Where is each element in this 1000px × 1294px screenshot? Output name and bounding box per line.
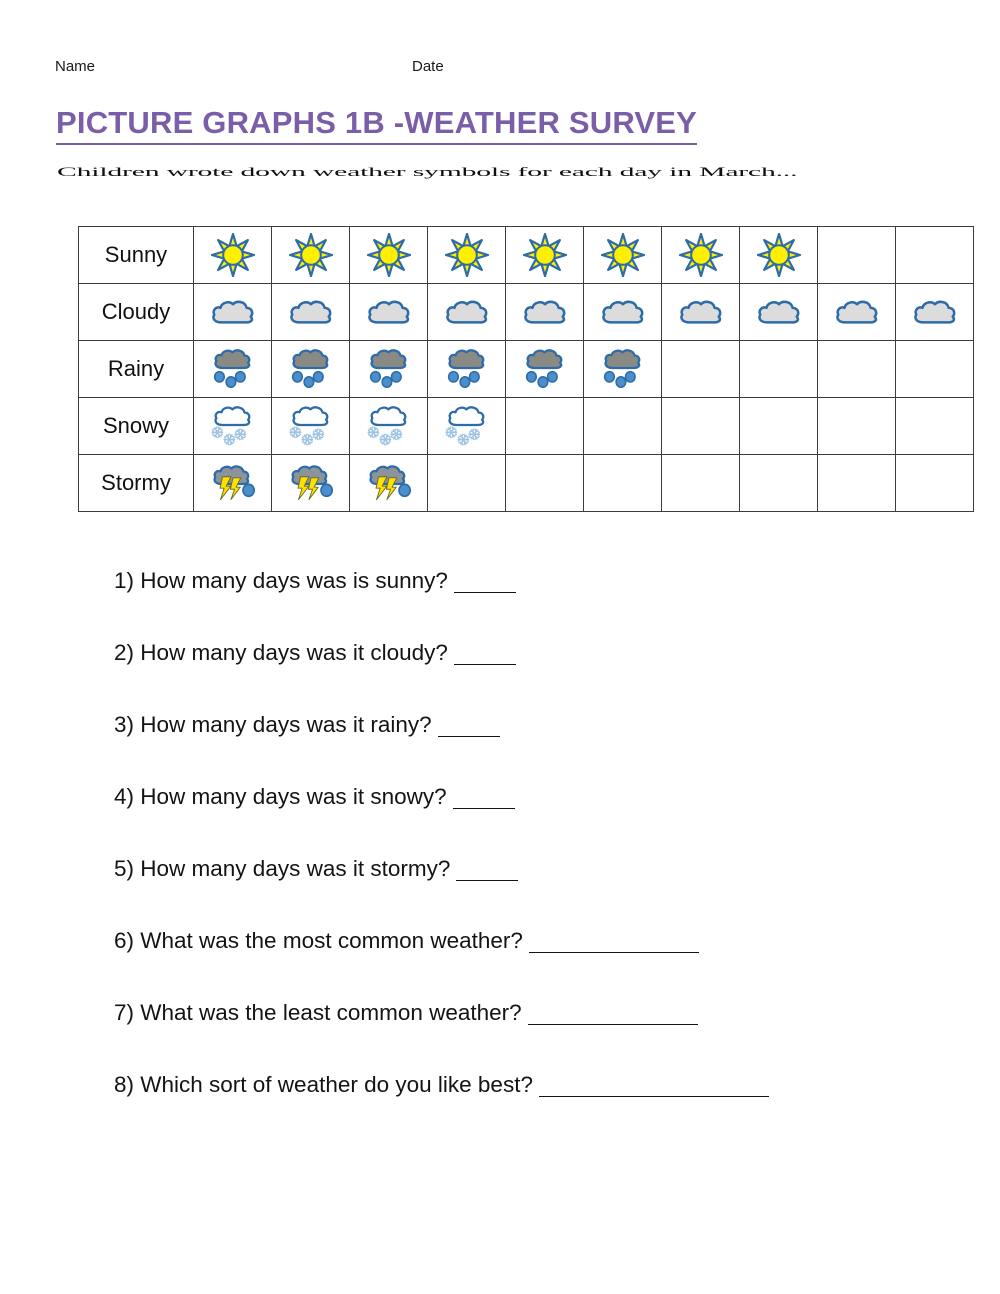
cloud-icon <box>272 284 350 341</box>
rain-icon <box>350 341 428 398</box>
sun-icon <box>428 227 506 284</box>
question-text: How many days was it snowy? <box>134 784 447 809</box>
table-row <box>79 455 974 512</box>
question-4 <box>114 782 954 854</box>
empty-cell <box>818 227 896 284</box>
table-row <box>79 341 974 398</box>
empty-cell <box>740 341 818 398</box>
table-row <box>79 284 974 341</box>
date-label: Date <box>412 58 444 75</box>
answer-blank[interactable] <box>539 1066 769 1097</box>
question-number: 5) <box>114 856 135 881</box>
answer-blank[interactable] <box>529 922 699 953</box>
empty-cell <box>584 398 662 455</box>
question-number: 3) <box>114 712 135 737</box>
question-text: What was the most common weather? <box>134 928 523 953</box>
cloud-icon <box>350 284 428 341</box>
answer-blank[interactable] <box>528 994 698 1025</box>
question-number: 6) <box>114 928 135 953</box>
question-3 <box>114 710 954 782</box>
rain-icon <box>428 341 506 398</box>
snow-icon <box>350 398 428 455</box>
empty-cell <box>896 341 974 398</box>
empty-cell <box>584 455 662 512</box>
question-text: How many days was it rainy? <box>134 712 432 737</box>
question-7 <box>114 998 954 1070</box>
empty-cell <box>662 398 740 455</box>
empty-cell <box>896 455 974 512</box>
row-label-rainy: Rainy <box>79 341 194 398</box>
rain-icon <box>272 341 350 398</box>
row-label-sunny: Sunny <box>79 227 194 284</box>
table-row <box>79 398 974 455</box>
question-number: 1) <box>114 568 135 593</box>
question-number: 8) <box>114 1072 135 1097</box>
snow-icon <box>194 398 272 455</box>
answer-blank[interactable] <box>454 562 516 593</box>
storm-icon <box>272 455 350 512</box>
question-number: 4) <box>114 784 135 809</box>
sun-icon <box>740 227 818 284</box>
empty-cell <box>818 455 896 512</box>
question-text: How many days was is sunny? <box>134 568 448 593</box>
question-text: How many days was it stormy? <box>134 856 451 881</box>
questions-list <box>114 566 954 1142</box>
question-5 <box>114 854 954 926</box>
question-number: 7) <box>114 1000 135 1025</box>
rain-icon <box>194 341 272 398</box>
question-text: What was the least common weather? <box>134 1000 522 1025</box>
snow-icon <box>428 398 506 455</box>
sun-icon <box>350 227 428 284</box>
answer-blank[interactable] <box>453 778 515 809</box>
table-row <box>79 227 974 284</box>
storm-icon <box>350 455 428 512</box>
page-title: PICTURE GRAPHS 1B -WEATHER SURVEY <box>56 107 697 145</box>
storm-icon <box>194 455 272 512</box>
snow-icon <box>272 398 350 455</box>
cloud-icon <box>194 284 272 341</box>
question-1 <box>114 566 954 638</box>
question-8 <box>114 1070 954 1142</box>
sun-icon <box>272 227 350 284</box>
name-label: Name <box>55 58 96 75</box>
empty-cell <box>662 455 740 512</box>
empty-cell <box>740 455 818 512</box>
cloud-icon <box>896 284 974 341</box>
empty-cell <box>506 398 584 455</box>
sun-icon <box>584 227 662 284</box>
question-text: How many days was it cloudy? <box>134 640 448 665</box>
weather-pictograph-table <box>78 226 974 512</box>
row-label-snowy: Snowy <box>79 398 194 455</box>
question-6 <box>114 926 954 998</box>
row-label-cloudy: Cloudy <box>79 284 194 341</box>
sun-icon <box>662 227 740 284</box>
cloud-icon <box>428 284 506 341</box>
empty-cell <box>896 227 974 284</box>
sun-icon <box>194 227 272 284</box>
empty-cell <box>506 455 584 512</box>
question-number: 2) <box>114 640 135 665</box>
empty-cell <box>818 341 896 398</box>
empty-cell <box>896 398 974 455</box>
worksheet-instructions: Children wrote down weather symbols for each day in March... <box>57 165 798 180</box>
cloud-icon <box>506 284 584 341</box>
question-text: Which sort of weather do you like best? <box>134 1072 533 1097</box>
rain-icon <box>506 341 584 398</box>
cloud-icon <box>740 284 818 341</box>
cloud-icon <box>662 284 740 341</box>
empty-cell <box>662 341 740 398</box>
answer-blank[interactable] <box>456 850 518 881</box>
empty-cell <box>740 398 818 455</box>
row-label-stormy: Stormy <box>79 455 194 512</box>
rain-icon <box>584 341 662 398</box>
cloud-icon <box>584 284 662 341</box>
empty-cell <box>818 398 896 455</box>
answer-blank[interactable] <box>454 634 516 665</box>
answer-blank[interactable] <box>438 706 500 737</box>
empty-cell <box>428 455 506 512</box>
sun-icon <box>506 227 584 284</box>
cloud-icon <box>818 284 896 341</box>
question-2 <box>114 638 954 710</box>
